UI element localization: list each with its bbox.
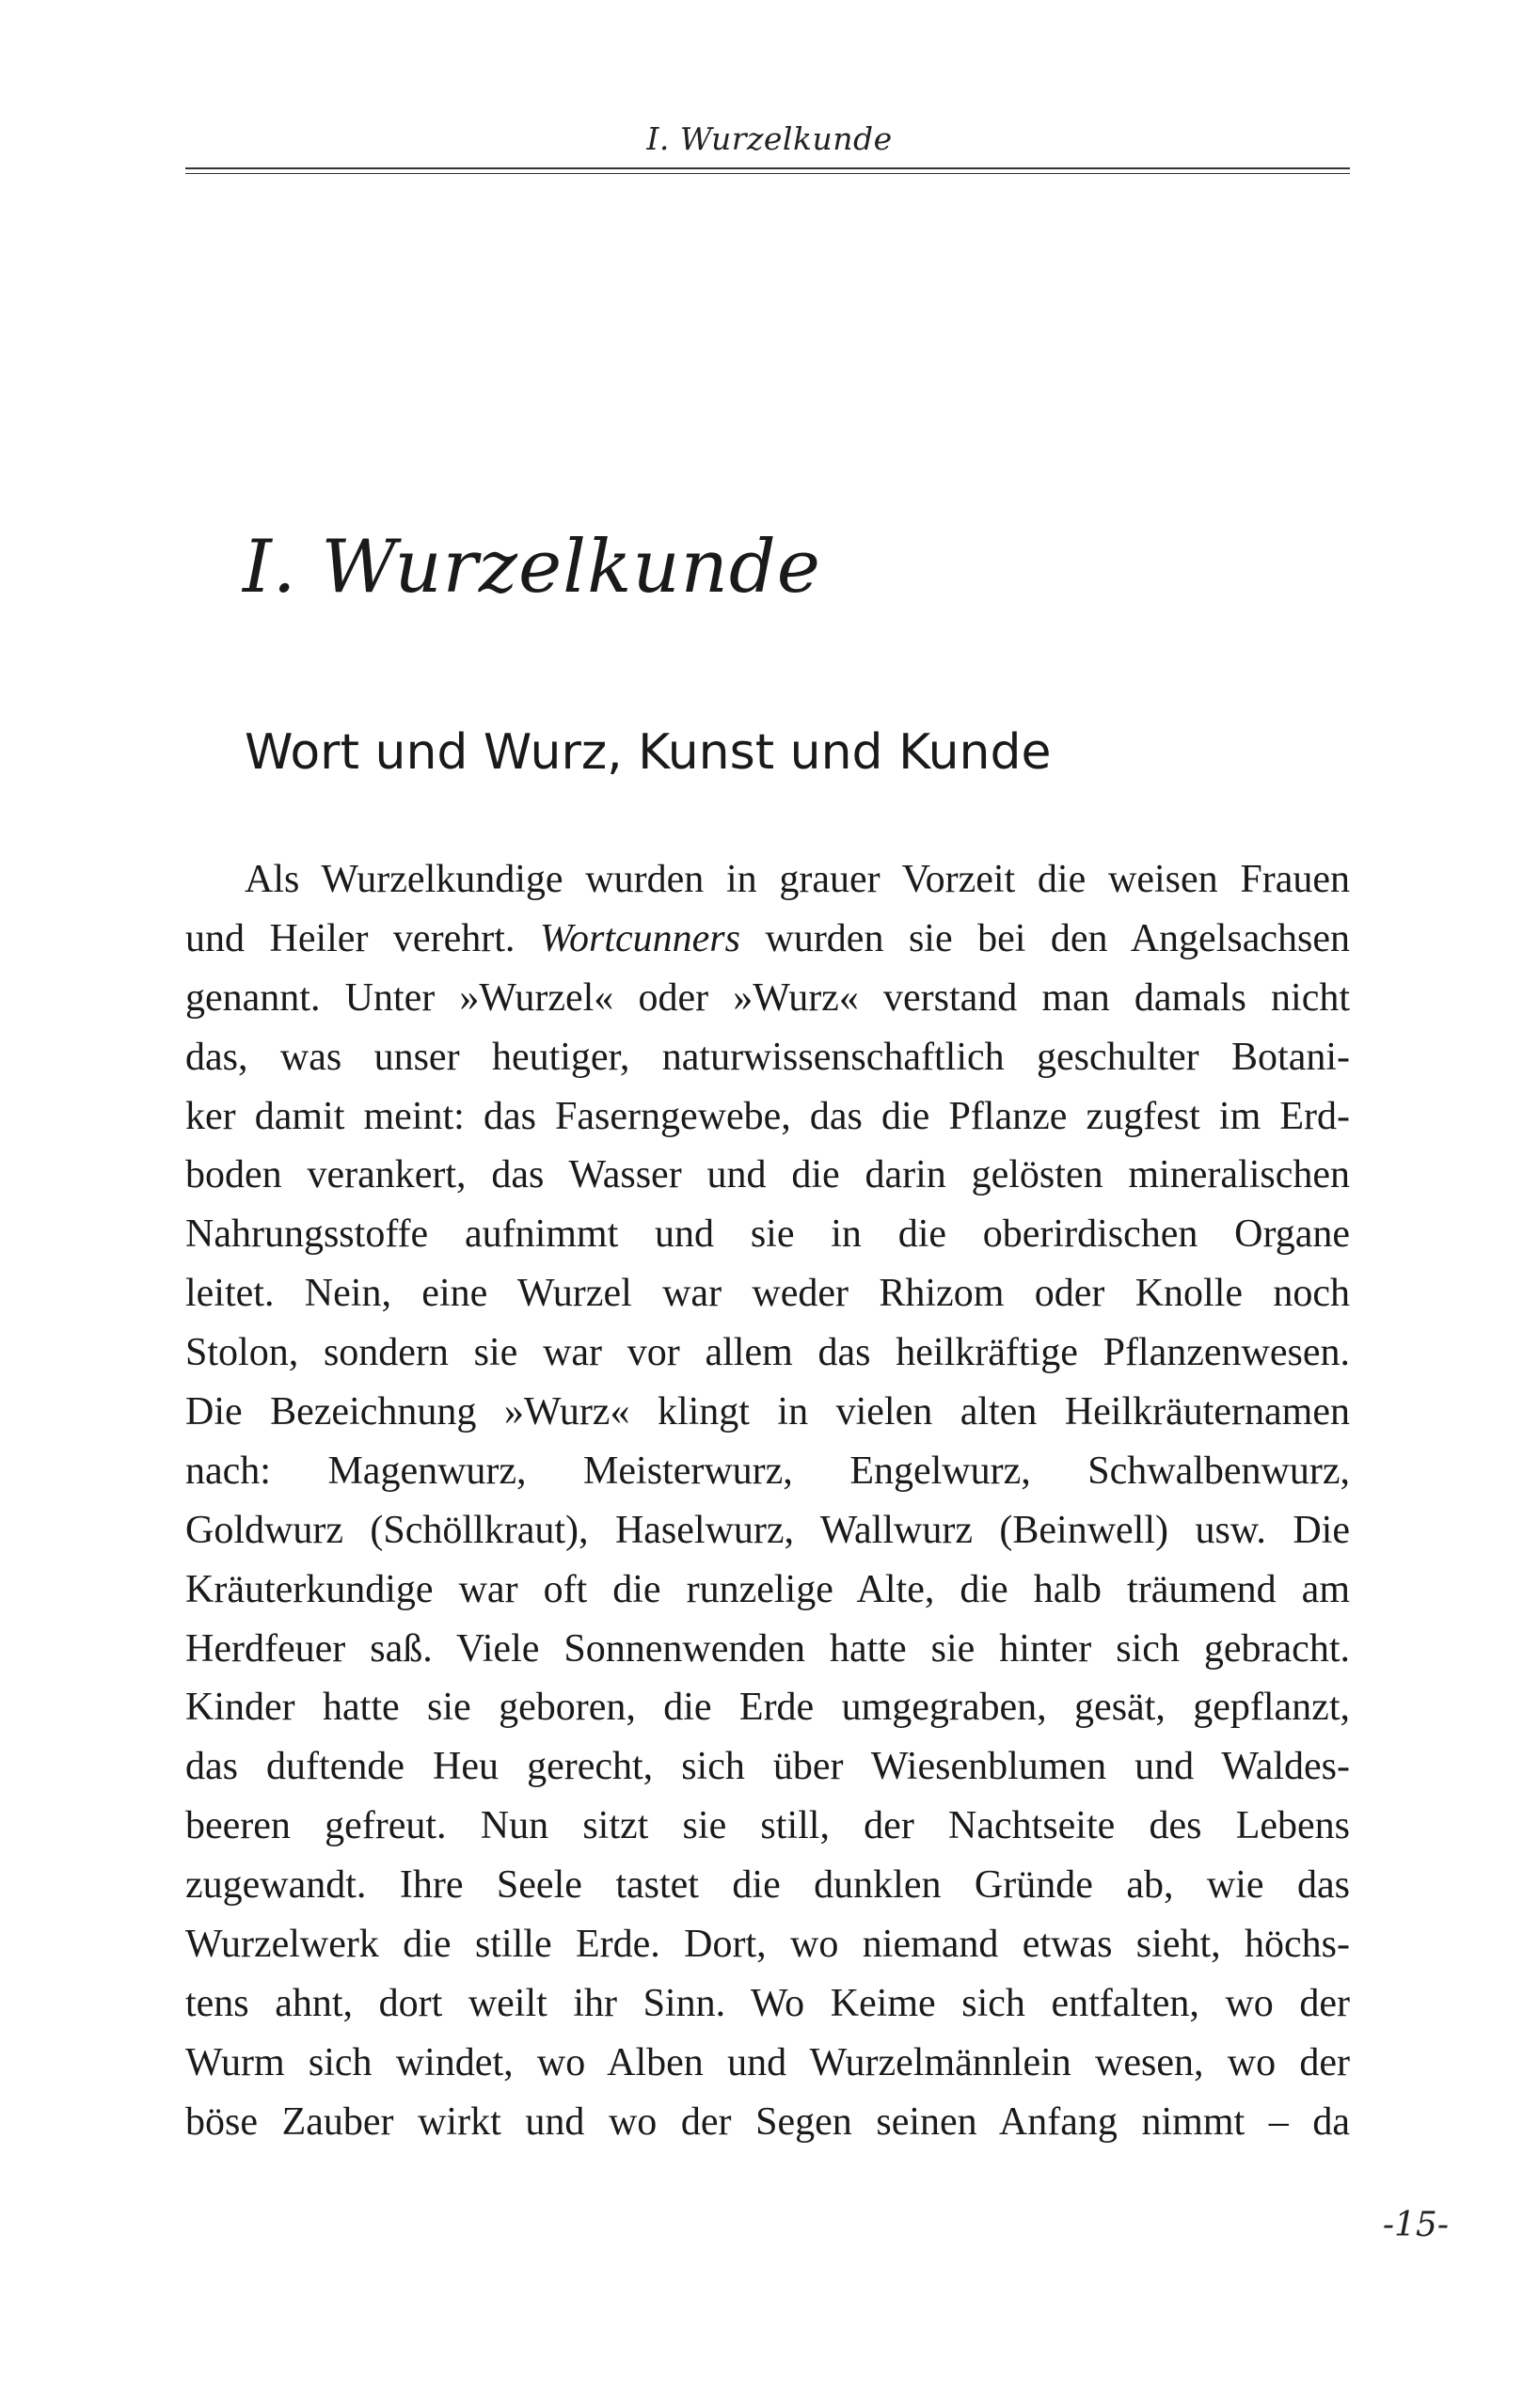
text-line: das duftende Heu gerecht, sich über Wiesenblumen und Waldes-	[185, 1745, 1350, 1789]
text-segment: und Heiler verehrt.	[185, 916, 516, 960]
chapter-title: I. Wurzelkunde	[243, 525, 821, 610]
text-line: Wurzelwerk die stille Erde. Dort, wo niemand etwas sieht, höchs-	[185, 1923, 1350, 1967]
text-line: Kinder hatte sie geboren, die Erde umgegraben, gesät, gepflanzt,	[185, 1686, 1350, 1730]
text-line	[185, 910, 1350, 969]
text-line: Nahrungsstoffe aufnimmt und sie in die oberirdischen Organe	[185, 1212, 1350, 1257]
text-line: Als Wurzelkundige wurden in grauer Vorzeit die weisen Frauen	[245, 858, 1350, 901]
text-line: das, was unser heutiger, naturwissenschaftlich geschulter Botani-	[185, 1035, 1350, 1079]
text-line: boden verankert, das Wasser und die darin gelösten mineralischen	[185, 1153, 1350, 1197]
text-line: Herdfeuer saß. Viele Sonnenwenden hatte sie hinter sich gebracht.	[185, 1626, 1350, 1671]
text-line: Die Bezeichnung »Wurz« klingt in vielen alten Heilkräuternamen	[185, 1390, 1350, 1434]
text-line: Stolon, sondern sie war vor allem das heilkräftige Pflanzenwesen.	[185, 1331, 1350, 1375]
text-line: leitet. Nein, eine Wurzel war weder Rhizom oder Knolle noch	[185, 1272, 1350, 1316]
text-segment: wurden sie bei den Angelsachsen	[765, 916, 1350, 960]
running-head: I. Wurzelkunde	[646, 120, 893, 157]
text-line: ker damit meint: das Faserngewebe, das die Pflanze zugfest im Erd-	[185, 1094, 1350, 1138]
text-line: nach: Magenwurz, Meisterwurz, Engelwurz, Schwalbenwurz,	[185, 1449, 1350, 1493]
text-line: zugewandt. Ihre Seele tastet die dunklen Gründe ab, wie das	[185, 1863, 1350, 1908]
body-text	[185, 850, 1350, 2152]
header-rule-bottom	[185, 173, 1350, 174]
text-line: tens ahnt, dort weilt ihr Sinn. Wo Keime sich entfalten, wo der	[185, 1981, 1350, 2025]
text-line: genannt. Unter »Wurzel« oder »Wurz« verstand man damals nicht	[185, 975, 1350, 1020]
text-line: beeren gefreut. Nun sitzt sie still, der Nachtseite des Lebens	[185, 1804, 1350, 1848]
header-rule-top	[185, 167, 1350, 169]
emphasized-term: Wortcunners	[539, 916, 740, 960]
text-line: Kräuterkundige war oft die runzelige Alte, die halb träumend am	[185, 1567, 1350, 1611]
section-title: Wort und Wurz, Kunst und Kunde	[245, 724, 1052, 781]
text-line: Wurm sich windet, wo Alben und Wurzelmännlein wesen, wo der	[185, 2040, 1350, 2084]
text-line: Goldwurz (Schöllkraut), Haselwurz, Wallwurz (Beinwell) usw. Die	[185, 1508, 1350, 1552]
text-line: böse Zauber wirkt und wo der Segen seinen Anfang nimmt – da	[185, 2099, 1350, 2144]
page-number: -15-	[1382, 2206, 1449, 2244]
